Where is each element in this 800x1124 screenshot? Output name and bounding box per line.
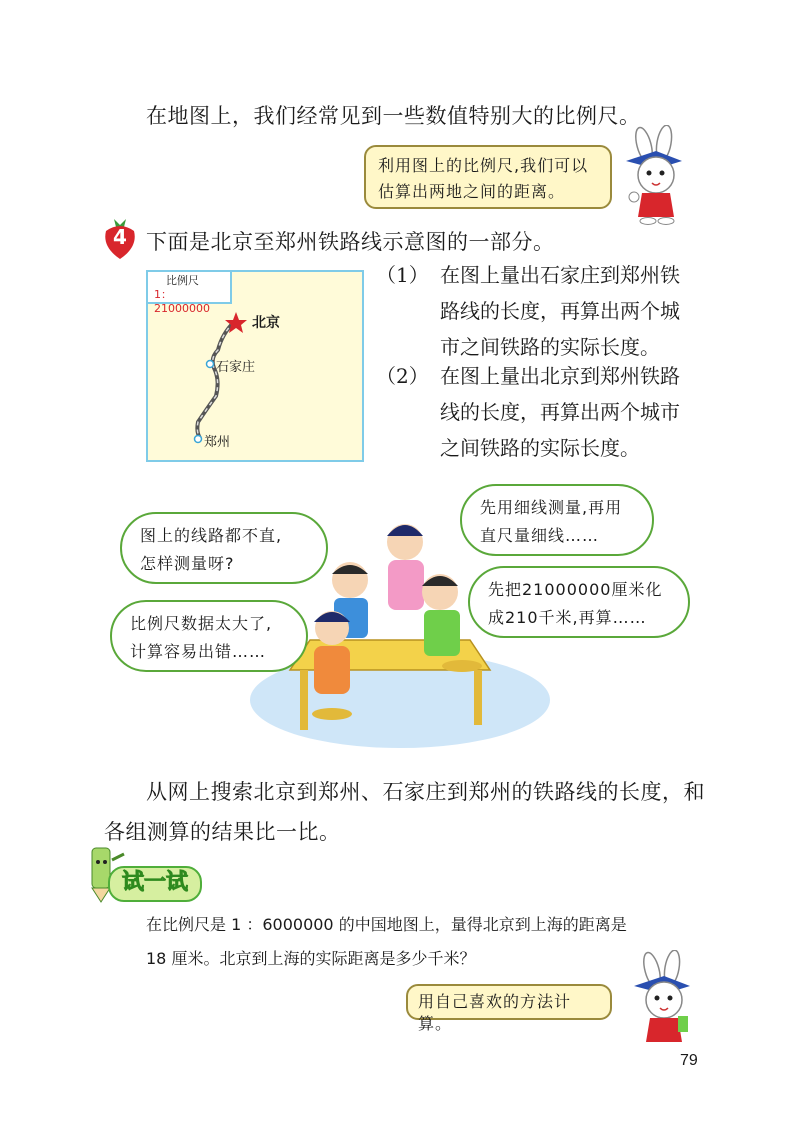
question-1-text: 在图上量出石家庄到郑州铁 路线的长度，再算出两个城 市之间铁路的实际长度。 (440, 263, 680, 359)
question-2-number: （2） (376, 364, 429, 388)
speech-cloud-top-right: 先用细线测量,再用 直尺量细线…… (460, 484, 654, 556)
problem-title: 下面是北京至郑州铁路线示意图的一部分。 (146, 230, 555, 254)
rabbit-tip-bubble (364, 145, 612, 209)
rabbit-mascot-illustration (612, 125, 702, 225)
rabbit-tip-bubble-2: 用自己喜欢的方法计算。 (406, 984, 612, 1020)
scale-value: 1：21000000 (154, 288, 210, 315)
intro-text: 在地图上，我们经常见到一些数值特别大的比例尺。 (146, 104, 641, 128)
followup-paragraph: 从网上搜索北京到郑州、石家庄到郑州的铁路线的长度，和 各组测算的结果比一比。 (104, 780, 705, 844)
speech-cloud-bottom-left: 比例尺数据太大了, 计算容易出错…… (110, 600, 308, 672)
speech-cloud-top-left: 图上的线路都不直, 怎样测量呀? (120, 512, 328, 584)
rabbit-tip-line: 利用图上的比例尺,我们可以 (378, 156, 589, 175)
page-number: 79 (680, 1052, 698, 1069)
question-1-number: （1） (376, 263, 429, 287)
scale-label: 比例尺 (166, 274, 199, 287)
try-it-text: 在比例尺是 1 ：6000000 的中国地图上，量得北京到上海的距离是 18 厘米。北京到上海的实际距离是多少千米？ (146, 915, 627, 968)
question-2-text: 在图上量出北京到郑州铁路 线的长度，再算出两个城市 之间铁路的实际长度。 (440, 364, 680, 460)
city-label-zhengzhou: 郑州 (204, 435, 231, 450)
rabbit-tip-line: 估算出两地之间的距离。 (378, 182, 566, 201)
zhengzhou-dot (195, 436, 202, 443)
speech-cloud-bottom-right: 先把21000000厘米化 成210千米,再算…… (468, 566, 690, 638)
problem-number: 4 (113, 225, 127, 249)
try-it-label: 试一试 (108, 866, 202, 902)
city-label-beijing: 北京 (252, 315, 280, 331)
city-label-shijiazhuang: 石家庄 (216, 360, 256, 375)
shijiazhuang-dot (207, 361, 214, 368)
rabbit-mascot-illustration-2 (618, 950, 708, 1050)
railway-map (146, 270, 364, 462)
